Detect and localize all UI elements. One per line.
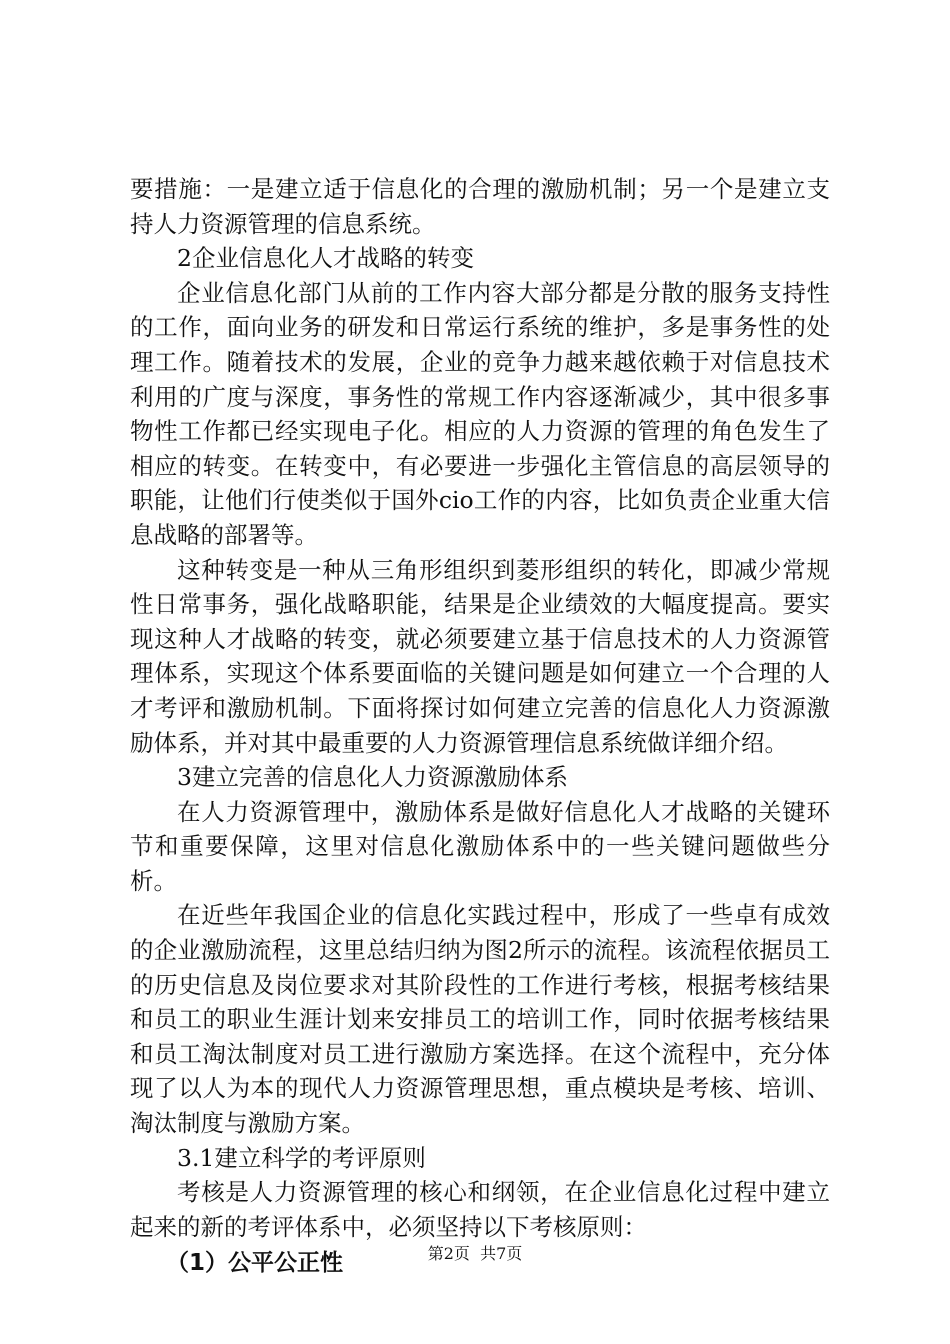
paragraph-transformation: 这种转变是一种从三角形组织到菱形组织的转化，即减少常规性日常事务，强化战略职能，结果是企业绩效的大幅度提高。要实现这种人才战略的转变，就必须要建立基于信息技术的人力资源管理体系，实现这个体系要面临的关键问题是如何建立一个合理的人才考评和激励机制。下面将探讨如何建立完善的信息化人力资源激励体系，并对其中最重要的人力资源管理信息系统做详细介绍。 <box>130 555 830 757</box>
page-number-footer: 第2页 共7页 <box>427 1244 523 1263</box>
section-heading-2: 2企业信息化人才战略的转变 <box>177 244 474 273</box>
principle-heading-fairness: （1）公平公正性 <box>166 1250 344 1277</box>
paragraph-it-department: 企业信息化部门从前的工作内容大部分都是分散的服务支持性的工作，面向业务的研发和日常运行系统的维护，多是事务性的处理工作。随着技术的发展，企业的竞争力越来越依赖于对信息技术利用的广度与深度，事务性的常规工作内容逐渐减少，其中很多事物性工作都已经实现电子化。相应的人力资源的管理的角色发生了相应的转变。在转变中，有必要进一步强化主管信息的高层领导的职能，让他们行使类似于国外cio工作的内容，比如负责企业重大信息战略的部署等。 <box>130 278 830 549</box>
paragraph-incentive-process: 在近些年我国企业的信息化实践过程中，形成了一些卓有成效的企业激励流程，这里总结归纳为图2所示的流程。该流程依据员工的历史信息及岗位要求对其阶段性的工作进行考核，根据考核结果和员工的职业生涯计划来安排员工的培训工作，同时依据考核结果和员工淘汰制度对员工进行激励方案选择。在这个流程中，充分体现了以人为本的现代人力资源管理思想，重点模块是考核、培训、淘汰制度与激励方案。 <box>130 901 830 1138</box>
section-heading-3: 3建立完善的信息化人力资源激励体系 <box>177 763 568 792</box>
section-heading-3-1: 3.1建立科学的考评原则 <box>177 1143 426 1172</box>
paragraph-incentive-system: 在人力资源管理中，激励体系是做好信息化人才战略的关键环节和重要保障，这里对信息化激励体系中的一些关键问题做些分析。 <box>130 797 830 895</box>
document-body <box>130 172 830 1281</box>
paragraph-assessment: 考核是人力资源管理的核心和纲领，在企业信息化过程中建立起来的新的考评体系中，必须坚持以下考核原则： <box>130 1178 830 1241</box>
paragraph-continuation: 要措施：一是建立适于信息化的合理的激励机制；另一个是建立支持人力资源管理的信息系统。 <box>130 175 830 238</box>
